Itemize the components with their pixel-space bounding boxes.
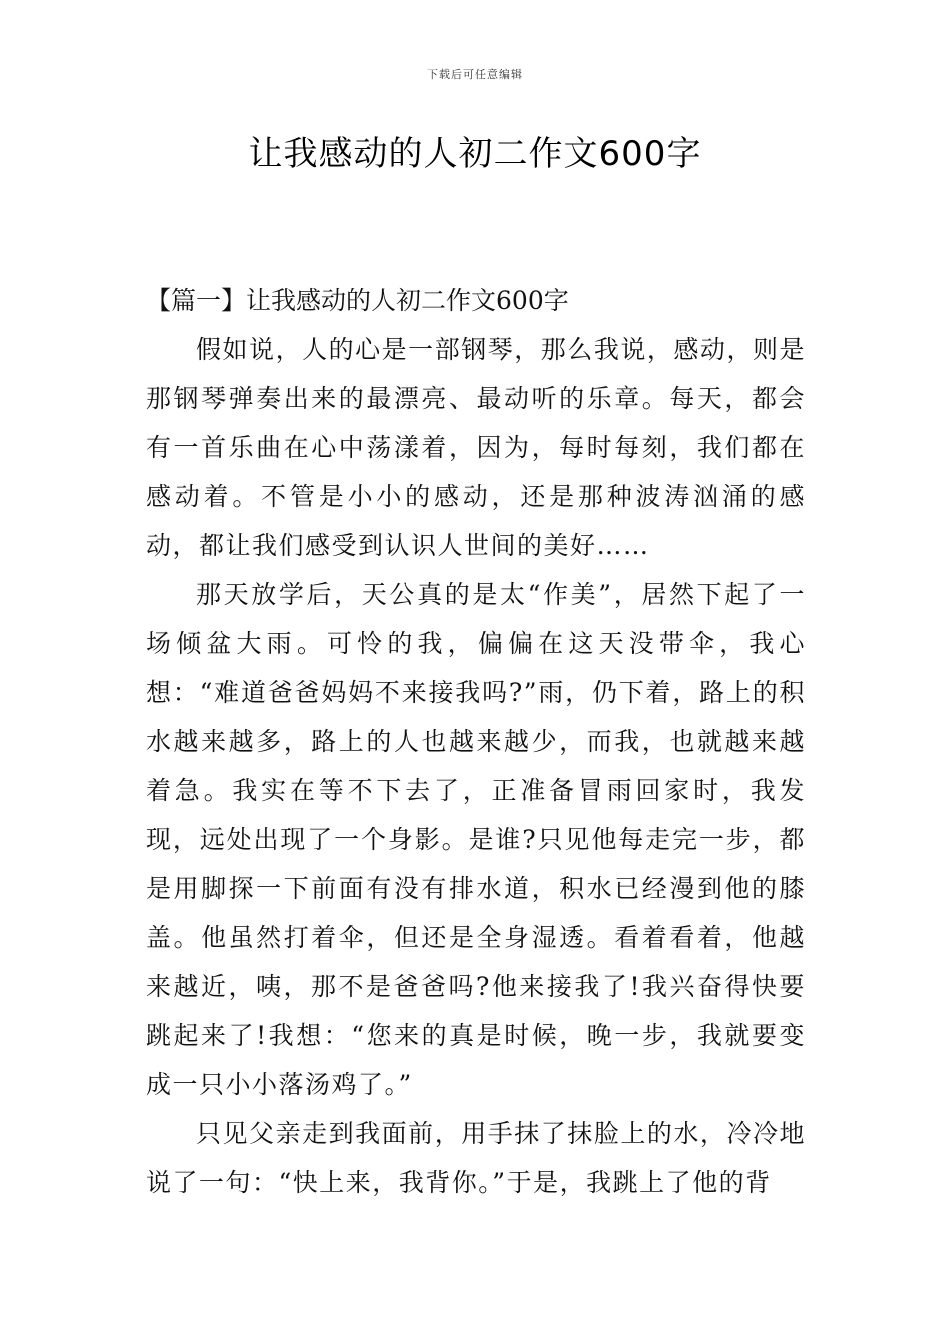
header-note: 下载后可任意编辑 <box>427 68 523 81</box>
paragraph-1: 假如说，人的心是一部钢琴，那么我说，感动，则是那钢琴弹奏出来的最漂亮、最动听的乐章。每天，都会有一首乐曲在心中荡漾着，因为，每时每刻，我们都在感动着。不管是小小的感动，还是那种波涛汹涌的感动，都让我们感受到认识人世间的美好…… <box>146 335 806 560</box>
paragraph-2: 那天放学后，天公真的是太“作美”，居然下起了一场倾盆大雨。可怜的我，偏偏在这天没带伞，我心想：“难道爸爸妈妈不来接我吗?”雨，仍下着，路上的积水越来越多，路上的人也越来越少，而我，也就越来越着急。我实在等不下去了，正准备冒雨回家时，我发现，远处出现了一个身影。是谁?只见他每走完一步，都是用脚探一下前面有没有排水道，积水已经漫到他的膝盖。他虽然打着伞，但还是全身湿透。看着看着，他越来越近，咦，那不是爸爸吗?他来接我了!我兴奋得快要跳起来了!我想：“您来的真是时候，晚一步，我就要变成一只小小落汤鸡了。” <box>146 580 806 1099</box>
section-heading: 【篇一】让我感动的人初二作文600字 <box>146 286 569 315</box>
paragraph-3: 只见父亲走到我面前，用手抹了抹脸上的水，冷冷地说了一句：“快上来，我背你。”于是，我跳上了他的背 <box>146 1119 806 1197</box>
document-body <box>146 276 806 1207</box>
document-title: 让我感动的人初二作文600字 <box>248 134 702 174</box>
